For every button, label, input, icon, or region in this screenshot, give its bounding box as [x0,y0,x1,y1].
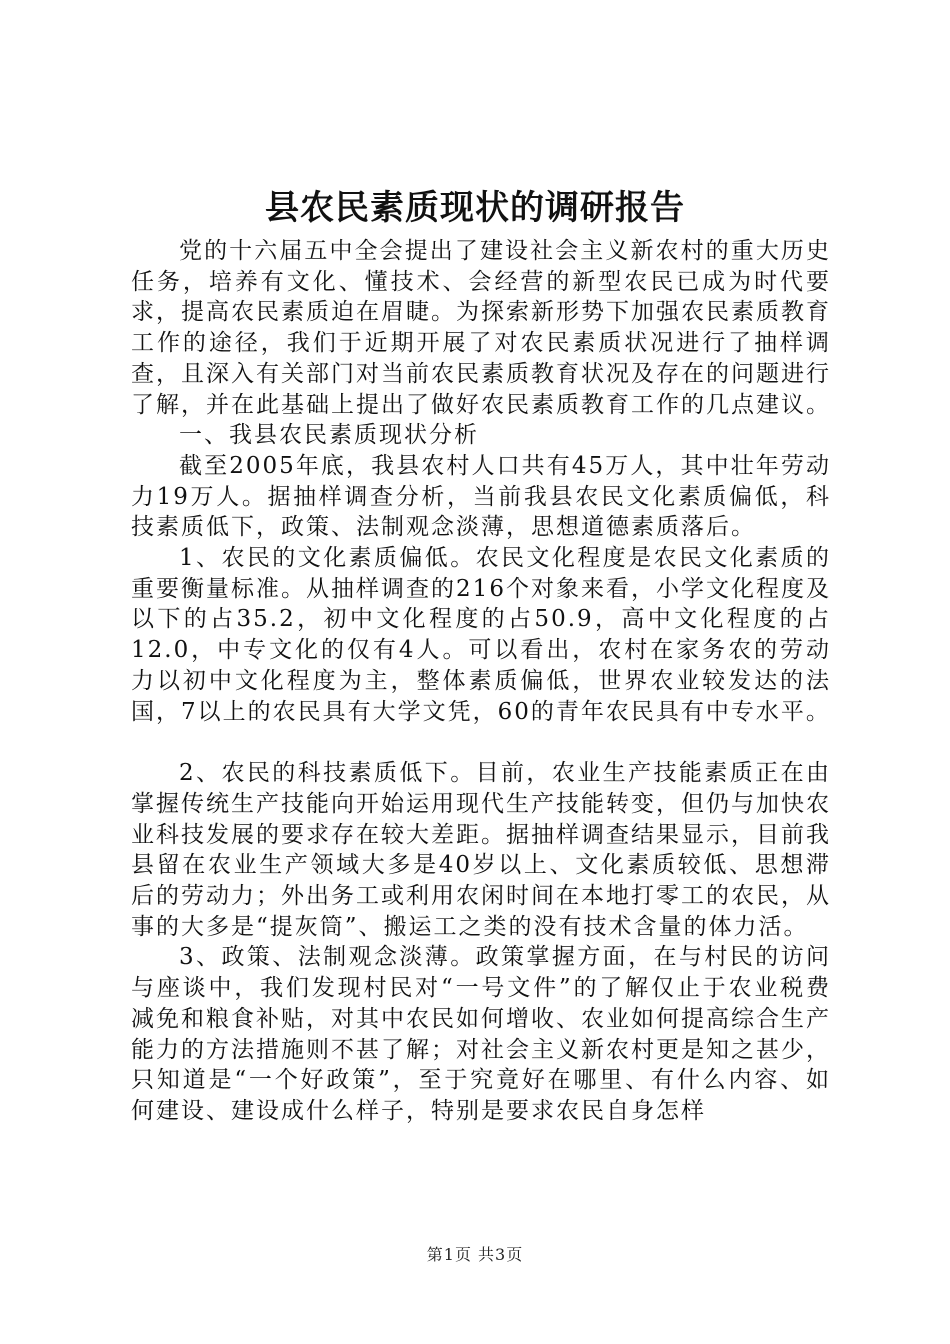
paragraph-technology: 2、农民的科技素质低下。目前，农业生产技能素质正在由掌握传统生产技能向开始运用现代生产技能转变，但仍与加快农业科技发展的要求存在较大差距。据抽样调查结果显示，目前我县留在农业生产领域大多是40岁以上、文化素质较低、思想滞后的劳动力；外出务工或利用农闲时间在本地打零工的农民，从事的大多是“提灰筒”、搬运工之类的没有技术含量的体力活。 [131,760,831,940]
paragraph-intro: 党的十六届五中全会提出了建设社会主义新农村的重大历史任务，培养有文化、懂技术、会经营的新型农民已成为时代要求，提高农民素质迫在眉睫。为探索新形势下加强农民素质教育工作的途径，我们于近期开展了对农民素质状况进行了抽样调查，且深入有关部门对当前农民素质教育状况及存在的问题进行了解，并在此基础上提出了做好农民素质教育工作的几点建议。 [131,238,831,418]
document-body [131,236,831,1127]
document-title: 县农民素质现状的调研报告 [265,188,685,228]
page-footer: 第1页 共3页 [426,1245,524,1264]
paragraph-policy: 3、政策、法制观念淡薄。政策掌握方面，在与村民的访问与座谈中，我们发现村民对“一号文件”的了解仅止于农业税费减免和粮食补贴，对其中农民如何增收、农业如何提高综合生产能力的方法措施则不甚了解；对社会主义新农村更是知之甚少，只知道是“一个好政策”，至于究竟好在哪里、有什么内容、如何建设、建设成什么样子，特别是要求农民自身怎样 [131,944,831,1124]
section-heading: 一、我县农民素质现状分析 [179,422,479,449]
paragraph-overview: 截至2005年底，我县农村人口共有45万人，其中壮年劳动力19万人。据抽样调查分析，当前我县农民文化素质偏低，科技素质低下，政策、法制观念淡薄，思想道德素质落后。 [131,452,831,541]
paragraph-culture: 1、农民的文化素质偏低。农民文化程度是农民文化素质的重要衡量标准。从抽样调查的216个对象来看，小学文化程度及以下的占35.2，初中文化程度的占50.9，高中文化程度的占12.0，中专文化的仅有4人。可以看出，农村在家务农的劳动力以初中文化程度为主，整体素质偏低，世界农业较发达的法国，7以上的农民具有大学文凭，60的青年农民具有中专水平。 [131,545,831,725]
